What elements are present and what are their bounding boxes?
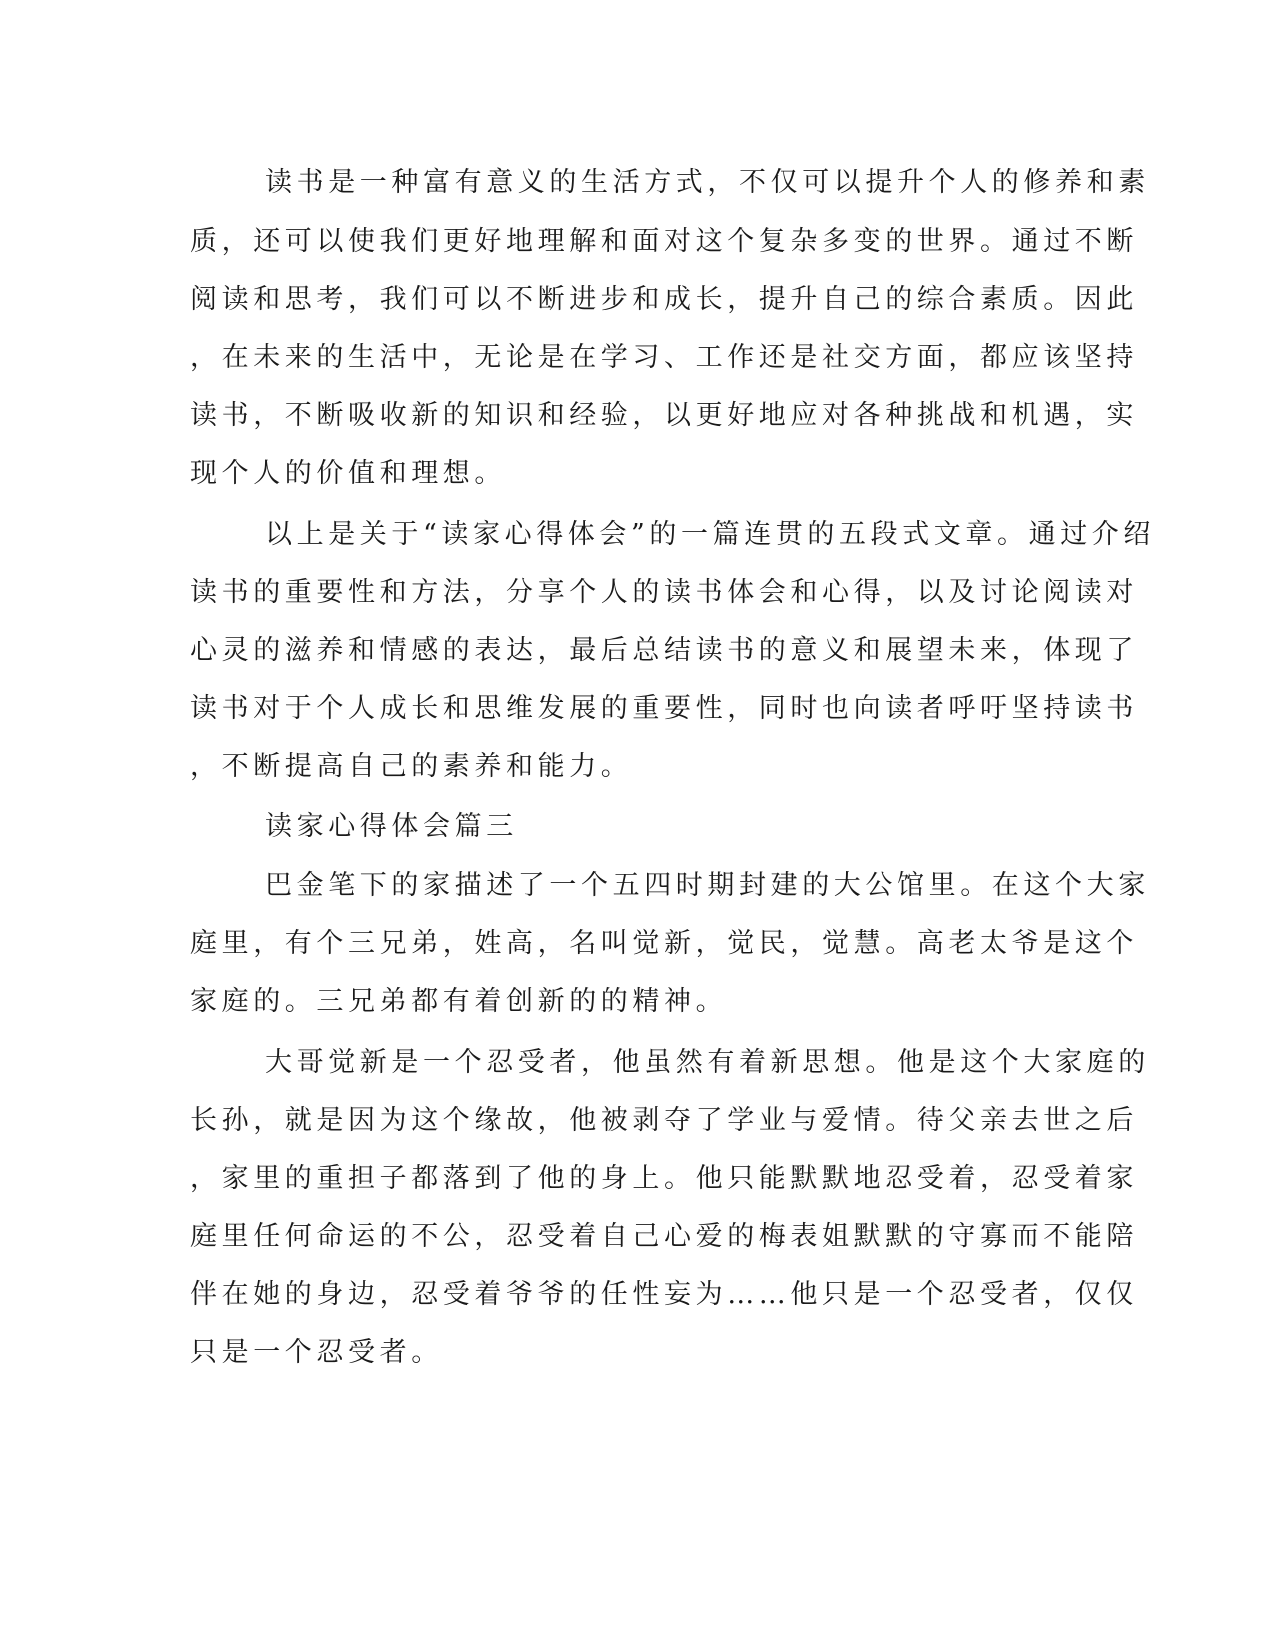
paragraph-3-line-2: 庭里，有个三兄弟，姓高，名叫觉新，觉民，觉慧。高老太爷是这个	[190, 928, 1138, 959]
paragraph-4-line-6: 只是一个忍受者。	[190, 1337, 443, 1368]
paragraph-1-line-1: 读书是一种富有意义的生活方式，不仅可以提升个人的修养和素	[265, 167, 1150, 198]
paragraph-2-line-5: ，不断提高自己的素养和能力。	[190, 751, 633, 782]
paragraph-2-line-2: 读书的重要性和方法，分享个人的读书体会和心得，以及讨论阅读对	[190, 577, 1138, 608]
paragraph-3-line-1: 巴金笔下的家描述了一个五四时期封建的大公馆里。在这个大家	[265, 870, 1150, 901]
section-heading: 读家心得体会篇三	[265, 811, 518, 842]
paragraph-4-line-1: 大哥觉新是一个忍受者，他虽然有着新思想。他是这个大家庭的	[265, 1047, 1150, 1078]
paragraph-1-line-5: 读书，不断吸收新的知识和经验，以更好地应对各种挑战和机遇，实	[190, 400, 1138, 431]
paragraph-2-line-4: 读书对于个人成长和思维发展的重要性，同时也向读者呼吁坚持读书	[190, 693, 1138, 724]
paragraph-4-line-4: 庭里任何命运的不公，忍受着自己心爱的梅表姐默默的守寡而不能陪	[190, 1221, 1138, 1252]
paragraph-3-line-3: 家庭的。三兄弟都有着创新的的精神。	[190, 986, 728, 1017]
paragraph-4-line-2: 长孙，就是因为这个缘故，他被剥夺了学业与爱情。待父亲去世之后	[190, 1105, 1138, 1136]
paragraph-4-line-3: ，家里的重担子都落到了他的身上。他只能默默地忍受着，忍受着家	[190, 1163, 1138, 1194]
paragraph-4-line-5: 伴在她的身边，忍受着爷爷的任性妄为……他只是一个忍受者，仅仅	[190, 1279, 1138, 1310]
paragraph-2-line-1: 以上是关于“读家心得体会”的一篇连贯的五段式文章。通过介绍	[265, 519, 1156, 550]
paragraph-1-line-4: ，在未来的生活中，无论是在学习、工作还是社交方面，都应该坚持	[190, 342, 1138, 373]
paragraph-1-line-3: 阅读和思考，我们可以不断进步和成长，提升自己的综合素质。因此	[190, 284, 1138, 315]
paragraph-1-line-2: 质，还可以使我们更好地理解和面对这个复杂多变的世界。通过不断	[190, 226, 1138, 257]
paragraph-1-line-6: 现个人的价值和理想。	[190, 458, 506, 489]
paragraph-2-line-3: 心灵的滋养和情感的表达，最后总结读书的意义和展望未来，体现了	[190, 635, 1138, 666]
